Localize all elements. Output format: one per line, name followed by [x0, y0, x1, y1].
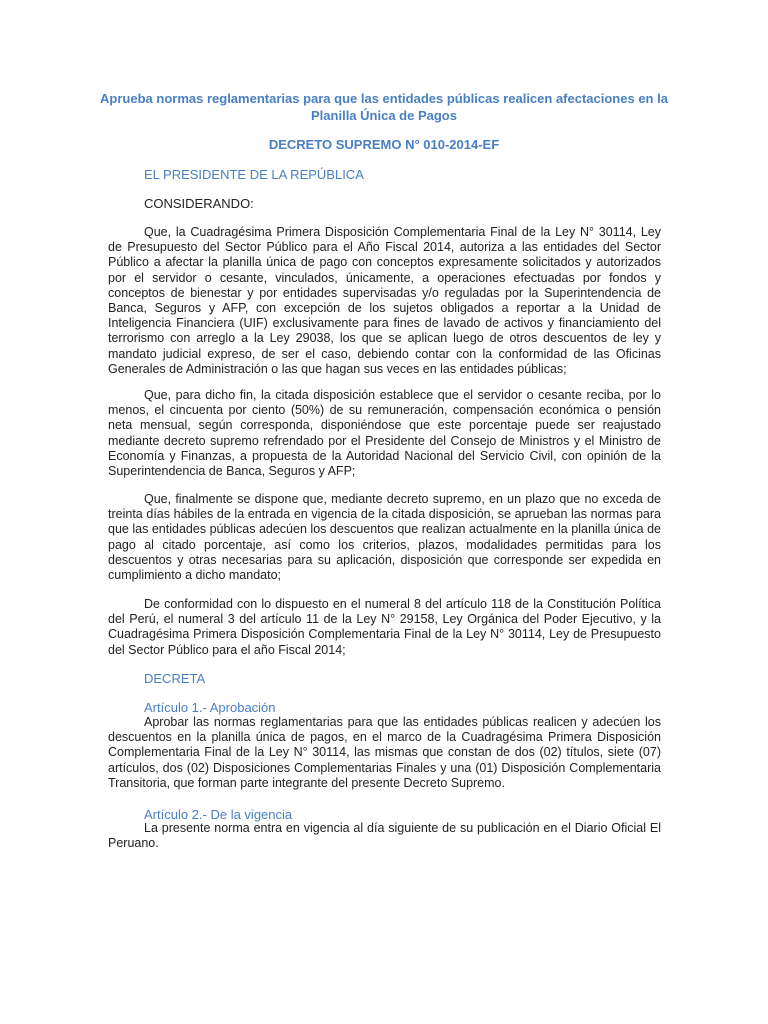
- paragraph-1: Que, la Cuadragésima Primera Disposición Complementaria Final de la Ley N° 30114, Ley de Presupuesto del Sector Público para el Año Fiscal 2014, autoriza a las entidades del Sector Público a afectar la planilla única de pago con conceptos expresamente solicitados y autorizados por el servidor o cesante, vinculados, únicamente, a operaciones efectuadas por fondos y conceptos de bienestar y por entidades supervisadas y/o reguladas por la Superintendencia de Banca, Seguros y AFP, con excepción de los sujetos obligados a reportar a la Unidad de Inteligencia Financiera (UIF) exclusivamente para fines de lavado de activos y financiamiento del terrorismo con arreglo a la Ley 29038, los que se aplican luego de otros descuentos de ley y mandato judicial expreso, de ser el caso, debiendo contar con la conformidad de las Oficinas Generales de Administración o las que hagan sus veces en las entidades públicas;: [108, 225, 661, 376]
- article-2-text: La presente norma entra en vigencia al día siguiente de su publicación en el Diario Oficial El Peruano.: [108, 821, 661, 851]
- paragraph-2: Que, para dicho fin, la citada disposición establece que el servidor o cesante reciba, por lo menos, el cincuenta por ciento (50%) de su remuneración, compensación económica o pensión neta mensual, según corresponda, disponiéndose que este porcentaje puede ser reajustado mediante decreto supremo refrendado por el Presidente del Consejo de Ministros y el Ministro de Economía y Finanzas, a propuesta de la Autoridad Nacional del Servicio Civil, con opinión de la Superintendencia de Banca, Seguros y AFP;: [108, 388, 661, 479]
- document-title: Aprueba normas reglamentarias para que las entidades públicas realicen afectaciones en la Planilla Única de Pagos: [100, 91, 668, 123]
- decree-number: DECRETO SUPREMO N° 010-2014-EF: [268, 137, 500, 152]
- decreta-heading: DECRETA: [144, 671, 206, 686]
- paragraph-4: De conformidad con lo dispuesto en el numeral 8 del artículo 118 de la Constitución Política del Perú, el numeral 3 del artículo 11 de la Ley N° 29158, Ley Orgánica del Poder Ejecutivo, y la Cuadragésima Primera Disposición Complementaria Final de la Ley N° 30114, Ley de Presupuesto del Sector Público para el año Fiscal 2014;: [108, 597, 661, 657]
- article-1-text: Aprobar las normas reglamentarias para que las entidades públicas realicen y adecúen los descuentos en la planilla única de pagos, en el marco de la Cuadragésima Primera Disposición Complementaria Final de la Ley N° 30114, las mismas que constan de dos (02) títulos, siete (07) artículos, dos (02) Disposiciones Complementarias Finales y una (01) Disposición Complementaria Transitoria, que forman parte integrante del presente Decreto Supremo.: [108, 715, 661, 790]
- article-2-heading: Artículo 2.- De la vigencia: [144, 807, 293, 822]
- president-heading: EL PRESIDENTE DE LA REPÚBLICA: [144, 167, 364, 182]
- paragraph-3: Que, finalmente se dispone que, mediante decreto supremo, en un plazo que no exceda de treinta días hábiles de la entrada en vigencia de la citada disposición, se aprueban las normas para que las entidades públicas adecúen los descuentos que realizan actualmente en la planilla única de pago al citado porcentaje, así como los criterios, plazos, modalidades permitidas para los descuentos y otras necesarias para su aplicación, disposición que corresponde ser expedida en cumplimiento a dicho mandato;: [108, 492, 661, 583]
- considerando-label: CONSIDERANDO:: [144, 196, 254, 211]
- article-1-heading: Artículo 1.- Aprobación: [144, 700, 276, 715]
